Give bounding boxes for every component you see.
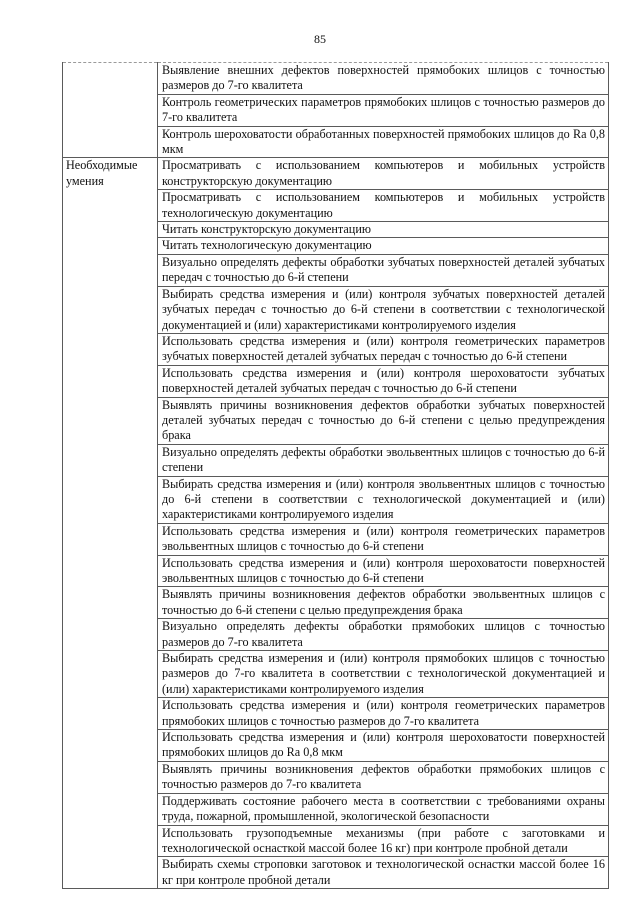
- continuation-item: Выявление внешних дефектов поверхностей прямобоких шлицов с точностью размеров до 7-го квалитета: [158, 63, 609, 95]
- skill-item: Использовать средства измерения и (или) контроля шероховатости зубчатых поверхностей деталей зубчатых передач с точностью до 6-й степени: [158, 365, 609, 397]
- table-row: [63, 63, 609, 95]
- skill-item: Использовать средства измерения и (или) контроля шероховатости поверхностей прямобоких шлицов до Ra 0,8 мкм: [158, 730, 609, 762]
- skill-item: Поддерживать состояние рабочего места в соответствии с требованиями охраны труда, пожарной, промышленной, экологической безопасности: [158, 793, 609, 825]
- skill-item: Просматривать с использованием компьютеров и мобильных устройств конструкторскую документацию: [158, 158, 609, 190]
- skill-item: Визуально определять дефекты обработки прямобоких шлицов с точностью размеров до 7-го квалитета: [158, 619, 609, 651]
- skill-item: Выбирать средства измерения и (или) контроля прямобоких шлицов с точностью размеров до 7-го квалитета в соответствии с технологической документацией и (или) характеристиками контролируемого изделия: [158, 651, 609, 698]
- skill-item: Выбирать схемы строповки заготовок и технологической оснастки массой более 16 кг при контроле пробной детали: [158, 857, 609, 889]
- skill-item: Использовать средства измерения и (или) контроля геометрических параметров прямобоких шлицов с точностью размеров до 7-го квалитета: [158, 698, 609, 730]
- skill-item: Использовать средства измерения и (или) контроля шероховатости поверхностей эвольвентных шлицов с точностью до 6-й степени: [158, 555, 609, 587]
- skill-item: Просматривать с использованием компьютеров и мобильных устройств технологическую документацию: [158, 190, 609, 222]
- skill-item: Использовать средства измерения и (или) контроля геометрических параметров эвольвентных шлицов с точностью до 6-й степени: [158, 523, 609, 555]
- skill-item: Визуально определять дефекты обработки эвольвентных шлицов с точностью до 6-й степени: [158, 444, 609, 476]
- skills-label: Необходимые умения: [63, 158, 158, 889]
- continuation-label-cell: [63, 63, 158, 158]
- skill-item: Читать технологическую документацию: [158, 238, 609, 254]
- skill-item: Использовать средства измерения и (или) контроля геометрических параметров зубчатых поверхностей деталей зубчатых передач с точностью до 6-й степени: [158, 333, 609, 365]
- continuation-item: Контроль шероховатости обработанных поверхностей прямобоких шлицов до Ra 0,8 мкм: [158, 126, 609, 158]
- continuation-item: Контроль геометрических параметров прямобоких шлицов с точностью размеров до 7-го квалитета: [158, 94, 609, 126]
- skill-item: Выбирать средства измерения и (или) контроля эвольвентных шлицов с точностью до 6-й степени в соответствии с технологической документацией и (или) характеристиками контролируемого изделия: [158, 476, 609, 523]
- skill-item: Читать конструкторскую документацию: [158, 222, 609, 238]
- skill-item: Выявлять причины возникновения дефектов обработки эвольвентных шлицов с точностью до 6-й степени с целью предупреждения брака: [158, 587, 609, 619]
- skill-item: Визуально определять дефекты обработки зубчатых поверхностей деталей зубчатых передач с точностью до 6-й степени: [158, 254, 609, 286]
- skill-item: Выявлять причины возникновения дефектов обработки зубчатых поверхностей деталей зубчатых передач с точностью до 6-й степени с целью предупреждения брака: [158, 397, 609, 444]
- skills-table: [62, 62, 609, 889]
- skill-item: Использовать грузоподъемные механизмы (при работе с заготовками и технологической оснасткой массой более 16 кг) при контроле пробной детали: [158, 825, 609, 857]
- skill-item: Выбирать средства измерения и (или) контроля зубчатых поверхностей деталей зубчатых передач с точностью до 6-й степени в соответствии с технологической документацией и (или) характеристиками контролируемого изделия: [158, 286, 609, 333]
- skill-item: Выявлять причины возникновения дефектов обработки прямобоких шлицов с точностью размеров до 7-го квалитета: [158, 761, 609, 793]
- table-row: [63, 158, 609, 190]
- page-number: 85: [314, 32, 326, 46]
